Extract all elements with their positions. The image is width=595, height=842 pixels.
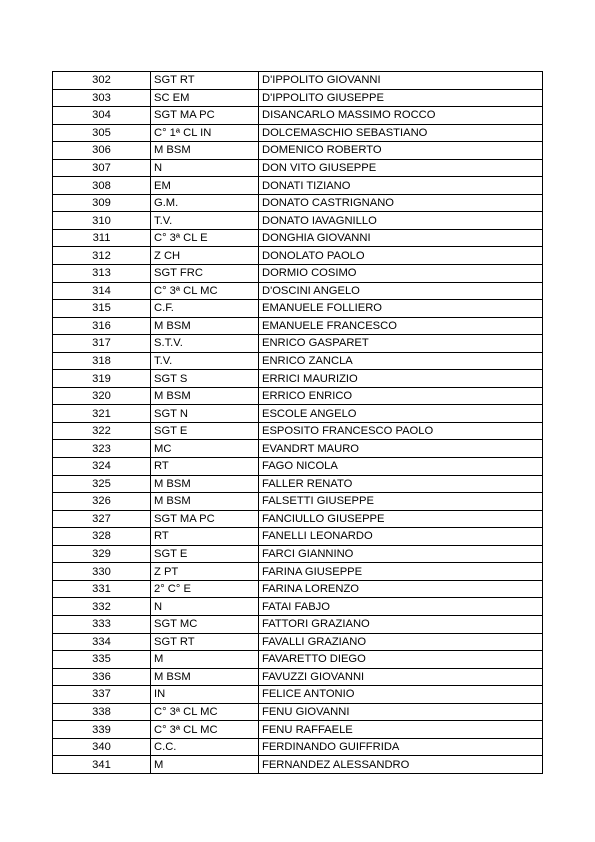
rank-cell: SGT N [151, 405, 259, 423]
row-number-cell: 313 [53, 265, 151, 283]
rank-cell: M BSM [151, 317, 259, 335]
row-number-cell: 305 [53, 124, 151, 142]
rank-cell: SGT MC [151, 615, 259, 633]
rank-cell: Z CH [151, 247, 259, 265]
name-cell: FAVARETTO DIEGO [259, 651, 543, 669]
name-cell: FENU GIOVANNI [259, 703, 543, 721]
name-cell: DONATI TIZIANO [259, 177, 543, 195]
row-number-cell: 306 [53, 142, 151, 160]
table-row [53, 282, 543, 300]
rank-cell: SGT MA PC [151, 510, 259, 528]
name-cell: FELICE ANTONIO [259, 686, 543, 704]
row-number-cell: 339 [53, 721, 151, 739]
row-number-cell: 308 [53, 177, 151, 195]
name-cell: EVANDRT MAURO [259, 440, 543, 458]
row-number-cell: 316 [53, 317, 151, 335]
table-row [53, 756, 543, 774]
name-cell: EMANUELE FOLLIERO [259, 300, 543, 318]
rank-cell: SGT RT [151, 633, 259, 651]
rank-cell: T.V. [151, 212, 259, 230]
rank-cell: SGT RT [151, 72, 259, 90]
row-number-cell: 311 [53, 229, 151, 247]
rank-cell: N [151, 159, 259, 177]
table-row [53, 335, 543, 353]
table-row [53, 510, 543, 528]
table-row [53, 475, 543, 493]
table-row [53, 265, 543, 283]
rank-cell: M [151, 651, 259, 669]
name-cell: ERRICO ENRICO [259, 387, 543, 405]
row-number-cell: 304 [53, 107, 151, 125]
name-cell: ENRICO GASPARET [259, 335, 543, 353]
table-row [53, 703, 543, 721]
name-cell: EMANUELE FRANCESCO [259, 317, 543, 335]
name-cell: FAGO NICOLA [259, 458, 543, 476]
rank-cell: M BSM [151, 493, 259, 511]
rank-cell: G.M. [151, 194, 259, 212]
name-cell: DONGHIA GIOVANNI [259, 229, 543, 247]
table-row [53, 563, 543, 581]
row-number-cell: 323 [53, 440, 151, 458]
name-cell: DISANCARLO MASSIMO ROCCO [259, 107, 543, 125]
row-number-cell: 331 [53, 580, 151, 598]
rank-cell: C° 3ª CL E [151, 229, 259, 247]
table-row [53, 493, 543, 511]
name-cell: FATTORI GRAZIANO [259, 615, 543, 633]
row-number-cell: 332 [53, 598, 151, 616]
rank-cell: SGT FRC [151, 265, 259, 283]
table-row [53, 142, 543, 160]
table-row [53, 370, 543, 388]
table-row [53, 458, 543, 476]
table-row [53, 545, 543, 563]
name-cell: FALLER RENATO [259, 475, 543, 493]
table-row [53, 212, 543, 230]
row-number-cell: 302 [53, 72, 151, 90]
rank-cell: SGT S [151, 370, 259, 388]
row-number-cell: 324 [53, 458, 151, 476]
rank-cell: M BSM [151, 475, 259, 493]
table-row [53, 89, 543, 107]
rank-cell: C° 3ª CL MC [151, 282, 259, 300]
row-number-cell: 329 [53, 545, 151, 563]
name-cell: FALSETTI GIUSEPPE [259, 493, 543, 511]
table-row [53, 651, 543, 669]
table-row [53, 159, 543, 177]
row-number-cell: 321 [53, 405, 151, 423]
row-number-cell: 315 [53, 300, 151, 318]
row-number-cell: 330 [53, 563, 151, 581]
table-row [53, 440, 543, 458]
rank-cell: C.F. [151, 300, 259, 318]
row-number-cell: 327 [53, 510, 151, 528]
name-cell: DONATO CASTRIGNANO [259, 194, 543, 212]
name-cell: DON VITO GIUSEPPE [259, 159, 543, 177]
row-number-cell: 328 [53, 528, 151, 546]
row-number-cell: 322 [53, 422, 151, 440]
rank-cell: 2° C° E [151, 580, 259, 598]
table-row [53, 352, 543, 370]
row-number-cell: 319 [53, 370, 151, 388]
row-number-cell: 310 [53, 212, 151, 230]
row-number-cell: 320 [53, 387, 151, 405]
name-cell: DOMENICO ROBERTO [259, 142, 543, 160]
row-number-cell: 333 [53, 615, 151, 633]
rank-cell: SGT MA PC [151, 107, 259, 125]
rank-cell: S.T.V. [151, 335, 259, 353]
table-row [53, 317, 543, 335]
row-number-cell: 317 [53, 335, 151, 353]
rank-cell: Z PT [151, 563, 259, 581]
name-cell: DOLCEMASCHIO SEBASTIANO [259, 124, 543, 142]
name-cell: ENRICO ZANCLA [259, 352, 543, 370]
rank-cell: T.V. [151, 352, 259, 370]
rank-cell: C° 3ª CL MC [151, 721, 259, 739]
name-cell: ESPOSITO FRANCESCO PAOLO [259, 422, 543, 440]
table-row [53, 194, 543, 212]
table-row [53, 422, 543, 440]
name-cell: FANCIULLO GIUSEPPE [259, 510, 543, 528]
name-cell: D'IPPOLITO GIOVANNI [259, 72, 543, 90]
name-cell: DORMIO COSIMO [259, 265, 543, 283]
name-cell: FATAI FABJO [259, 598, 543, 616]
table-row [53, 633, 543, 651]
table-row [53, 405, 543, 423]
row-number-cell: 338 [53, 703, 151, 721]
row-number-cell: 337 [53, 686, 151, 704]
rank-cell: C° 1ª CL IN [151, 124, 259, 142]
rank-cell: M BSM [151, 387, 259, 405]
rank-cell: EM [151, 177, 259, 195]
row-number-cell: 314 [53, 282, 151, 300]
rank-cell: N [151, 598, 259, 616]
name-cell: FARINA LORENZO [259, 580, 543, 598]
rank-cell: RT [151, 458, 259, 476]
roster-table [52, 71, 543, 774]
row-number-cell: 312 [53, 247, 151, 265]
name-cell: ESCOLE ANGELO [259, 405, 543, 423]
name-cell: DONATO IAVAGNILLO [259, 212, 543, 230]
rank-cell: RT [151, 528, 259, 546]
row-number-cell: 309 [53, 194, 151, 212]
table-row [53, 686, 543, 704]
row-number-cell: 340 [53, 738, 151, 756]
row-number-cell: 325 [53, 475, 151, 493]
name-cell: FARINA GIUSEPPE [259, 563, 543, 581]
name-cell: D'OSCINI ANGELO [259, 282, 543, 300]
rank-cell: SGT E [151, 545, 259, 563]
rank-cell: SC EM [151, 89, 259, 107]
table-row [53, 738, 543, 756]
table-row [53, 177, 543, 195]
rank-cell: M BSM [151, 668, 259, 686]
rank-cell: SGT E [151, 422, 259, 440]
table-row [53, 580, 543, 598]
roster-table-body [53, 72, 543, 774]
table-row [53, 124, 543, 142]
rank-cell: M [151, 756, 259, 774]
row-number-cell: 334 [53, 633, 151, 651]
table-row [53, 300, 543, 318]
table-row [53, 72, 543, 90]
table-row [53, 107, 543, 125]
table-row [53, 598, 543, 616]
rank-cell: MC [151, 440, 259, 458]
rank-cell: IN [151, 686, 259, 704]
name-cell: ERRICI MAURIZIO [259, 370, 543, 388]
table-row [53, 528, 543, 546]
name-cell: D'IPPOLITO GIUSEPPE [259, 89, 543, 107]
table-row [53, 247, 543, 265]
row-number-cell: 326 [53, 493, 151, 511]
name-cell: FERNANDEZ ALESSANDRO [259, 756, 543, 774]
name-cell: DONOLATO PAOLO [259, 247, 543, 265]
table-row [53, 668, 543, 686]
table-row [53, 721, 543, 739]
name-cell: FAVUZZI GIOVANNI [259, 668, 543, 686]
name-cell: FANELLI LEONARDO [259, 528, 543, 546]
row-number-cell: 307 [53, 159, 151, 177]
rank-cell: M BSM [151, 142, 259, 160]
row-number-cell: 303 [53, 89, 151, 107]
name-cell: FERDINANDO GUIFFRIDA [259, 738, 543, 756]
row-number-cell: 336 [53, 668, 151, 686]
table-row [53, 615, 543, 633]
row-number-cell: 318 [53, 352, 151, 370]
row-number-cell: 341 [53, 756, 151, 774]
name-cell: FENU RAFFAELE [259, 721, 543, 739]
name-cell: FAVALLI GRAZIANO [259, 633, 543, 651]
rank-cell: C.C. [151, 738, 259, 756]
table-row [53, 229, 543, 247]
name-cell: FARCI GIANNINO [259, 545, 543, 563]
rank-cell: C° 3ª CL MC [151, 703, 259, 721]
row-number-cell: 335 [53, 651, 151, 669]
table-row [53, 387, 543, 405]
